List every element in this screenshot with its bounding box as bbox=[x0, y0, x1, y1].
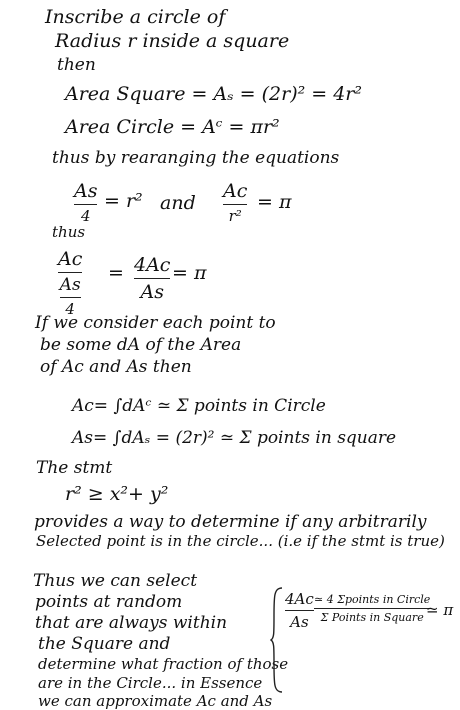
fraction-bar bbox=[285, 610, 314, 611]
compound-denominator bbox=[60, 275, 81, 318]
final-fraction-points-ratio bbox=[314, 593, 430, 624]
text-thus: thus bbox=[52, 223, 86, 241]
compound-inner-numerator: As bbox=[59, 275, 81, 295]
text-line-select-4: the Square and bbox=[38, 634, 171, 654]
fraction-ac-over-r2 bbox=[223, 180, 247, 225]
fraction-numerator: As bbox=[74, 180, 98, 202]
compound-fraction bbox=[58, 248, 82, 318]
equation-as-integral: As= ∫dAₛ = (2r)² ≃ Σ points in square bbox=[72, 428, 397, 448]
text-line-consider-2: be some dA of the Area bbox=[40, 335, 242, 355]
compound-inner-denominator: 4 bbox=[65, 300, 75, 318]
text-line-select-3: that are always within bbox=[35, 613, 228, 633]
fraction-denominator: r² bbox=[228, 207, 242, 225]
text-line-consider-1: If we consider each point to bbox=[35, 313, 276, 333]
fraction-bar bbox=[74, 204, 97, 205]
text-line-then: then bbox=[57, 55, 96, 75]
fraction-as-over-4-rhs: = r² bbox=[104, 190, 143, 212]
fraction-denominator: As bbox=[290, 613, 309, 631]
fraction-as-over-4 bbox=[74, 180, 97, 225]
text-and: and bbox=[160, 192, 196, 214]
text-line-select-7: we can approximate Ac and As bbox=[38, 692, 273, 710]
equation-inequality: r² ≥ x²+ y² bbox=[65, 483, 169, 505]
fraction-bar bbox=[60, 297, 81, 298]
fraction-ac-over-r2-rhs: = π bbox=[257, 191, 292, 213]
text-line-provides-1: provides a way to determine if any arbitrarily bbox=[34, 512, 427, 532]
text-line-intro-2: Radius r inside a square bbox=[55, 30, 290, 52]
fraction-denominator: 4 bbox=[80, 207, 91, 225]
fraction-bar bbox=[314, 608, 430, 609]
text-line-rearranging: thus by rearanging the equations bbox=[52, 148, 340, 168]
equation-area-square: Area Square = Aₛ = (2r)² = 4r² bbox=[65, 83, 363, 105]
compound-equals: = bbox=[108, 262, 124, 284]
fraction-numerator: 4Ac bbox=[134, 254, 171, 276]
fraction-numerator: 4Ac bbox=[285, 590, 314, 608]
fraction-denominator: Σ Points in Square bbox=[320, 611, 424, 624]
fraction-4ac-over-as bbox=[134, 254, 170, 303]
curly-brace-icon bbox=[270, 586, 284, 694]
fraction-numerator: ≃ 4 Σpoints in Circle bbox=[314, 593, 431, 606]
fraction-bar bbox=[223, 204, 247, 205]
equation-ac-integral: Ac= ∫dAᶜ ≃ Σ points in Circle bbox=[72, 396, 326, 416]
text-stmt-label: The stmt bbox=[36, 458, 113, 478]
compound-result: = π bbox=[172, 262, 207, 284]
fraction-numerator: Ac bbox=[223, 180, 248, 202]
fraction-denominator: As bbox=[140, 281, 164, 303]
fraction-bar bbox=[58, 272, 82, 273]
text-line-select-2: points at random bbox=[35, 592, 183, 612]
text-line-select-5: determine what fraction of those bbox=[38, 655, 289, 673]
text-line-select-1: Thus we can select bbox=[33, 571, 198, 591]
final-fraction-4ac-over-as bbox=[285, 590, 314, 631]
equation-area-circle: Area Circle = Aᶜ = πr² bbox=[65, 116, 280, 138]
text-line-intro-1: Inscribe a circle of bbox=[45, 6, 226, 28]
final-result: ≃ π bbox=[426, 601, 454, 619]
text-line-consider-3: of Ac and As then bbox=[40, 357, 192, 377]
compound-numerator: Ac bbox=[58, 248, 83, 270]
fraction-bar bbox=[134, 278, 170, 279]
text-line-provides-2: Selected point is in the circle... (i.e if the stmt is true) bbox=[36, 532, 445, 550]
text-line-select-6: are in the Circle... in Essence bbox=[38, 674, 263, 692]
